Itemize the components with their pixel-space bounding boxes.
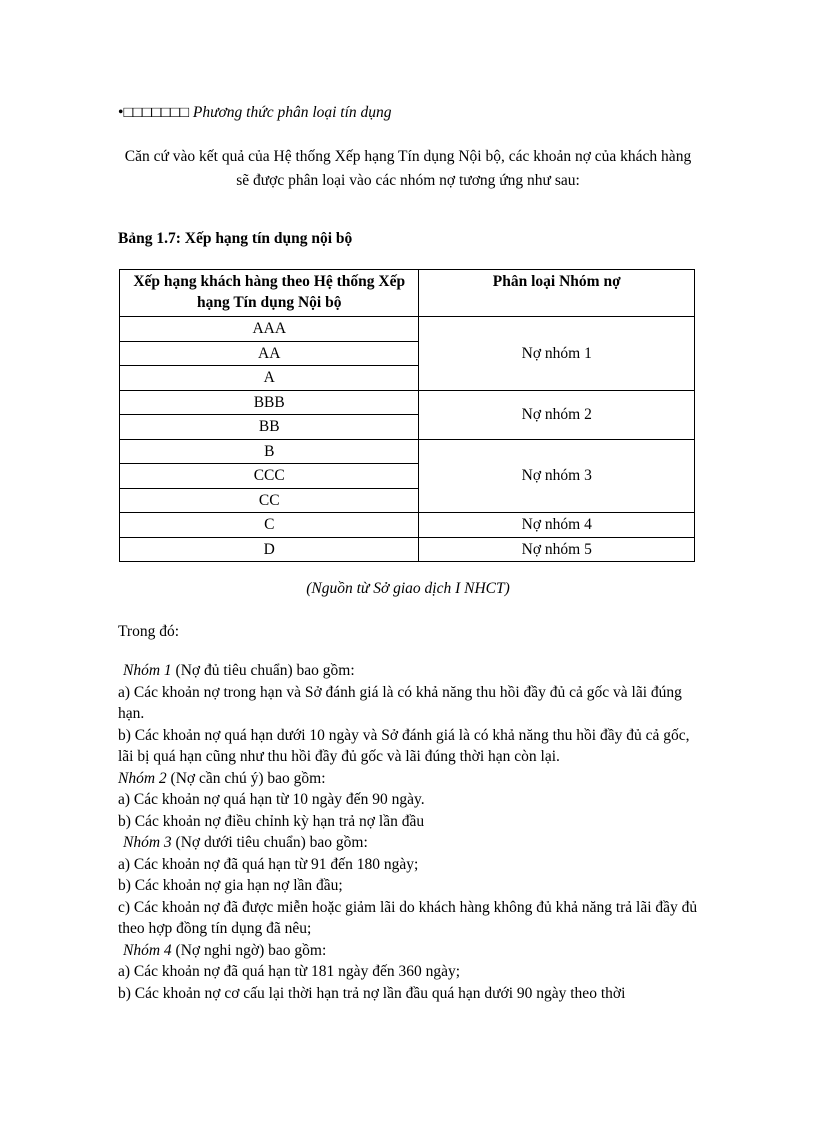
group-2-name: Nhóm 2: [118, 769, 167, 787]
rating-cell: BB: [120, 415, 419, 440]
header-rating: Xếp hạng khách hàng theo Hệ thống Xếp hạng Tín dụng Nội bộ: [120, 270, 419, 317]
group-3-heading: [118, 832, 703, 854]
group-4-heading: [118, 940, 703, 962]
group-cell: Nợ nhóm 4: [419, 513, 695, 538]
credit-rating-table: [119, 269, 695, 562]
group-2-heading: [118, 768, 703, 790]
intro-paragraph: Căn cứ vào kết quả của Hệ thống Xếp hạng Tín dụng Nội bộ, các khoản nợ của khách hàng sẽ được phân loại vào các nhóm nợ tương ứng như sau:: [124, 148, 692, 189]
rating-cell: CCC: [120, 464, 419, 489]
group-2-item-b: b) Các khoản nợ điều chỉnh kỳ hạn trả nợ lần đầu: [118, 812, 425, 830]
table-row: [120, 439, 695, 464]
group-4-desc: (Nợ nghi ngờ) bao gồm:: [171, 941, 327, 959]
table-source-note: (Nguồn từ Sở giao dịch I NHCT): [306, 580, 510, 597]
group-1-item-b: b) Các khoản nợ quá hạn dưới 10 ngày và Sở đánh giá là có khả năng thu hồi đầy đủ cả gốc, lãi bị quá hạn cũng như thu hồi đầy đủ gốc và lãi đúng thời hạn còn lại.: [118, 726, 690, 765]
table-header-row: [120, 270, 695, 317]
header-debt-group: Phân loại Nhóm nợ: [419, 270, 695, 317]
group-cell: Nợ nhóm 5: [419, 537, 695, 562]
bullet-icon: •: [118, 104, 124, 121]
rating-cell: D: [120, 537, 419, 562]
missing-glyph-boxes: □□□□□□□: [123, 104, 189, 121]
debt-group-descriptions: [118, 660, 703, 1004]
rating-cell: B: [120, 439, 419, 464]
table-row: [120, 537, 695, 562]
group-3-item-b: b) Các khoản nợ gia hạn nợ lần đầu;: [118, 877, 343, 894]
rating-cell: AA: [120, 341, 419, 366]
group-1-name: Nhóm 1: [123, 662, 172, 679]
rating-cell: AAA: [120, 317, 419, 342]
rating-cell: A: [120, 366, 419, 391]
group-4-name: Nhóm 4: [123, 941, 172, 959]
group-1-heading: [118, 660, 703, 682]
table-row: [120, 317, 695, 342]
group-1-item-a: a) Các khoản nợ trong hạn và Sở đánh giá là có khả năng thu hồi đầy đủ cả gốc và lãi đúng hạn.: [118, 683, 682, 722]
trong-do-label: Trong đó:: [118, 623, 180, 640]
group-2-item-a: a) Các khoản nợ quá hạn từ 10 ngày đến 90 ngày.: [118, 791, 425, 808]
group-cell: Nợ nhóm 2: [419, 390, 695, 439]
group-3-desc: (Nợ dưới tiêu chuẩn) bao gồm:: [171, 834, 368, 851]
group-1-desc: (Nợ đủ tiêu chuẩn) bao gồm:: [171, 662, 355, 679]
group-cell: Nợ nhóm 3: [419, 439, 695, 513]
table-row: [120, 390, 695, 415]
rating-cell: BBB: [120, 390, 419, 415]
section-heading: [118, 104, 392, 122]
group-2-desc: (Nợ cần chú ý) bao gồm:: [166, 769, 326, 787]
rating-cell: CC: [120, 488, 419, 513]
group-3-name: Nhóm 3: [123, 834, 172, 851]
group-3-item-c: c) Các khoản nợ đã được miễn hoặc giảm lãi do khách hàng không đủ khả năng trả lãi đầy đủ theo hợp đồng tín dụng đã nêu;: [118, 898, 698, 937]
section-title: Phương thức phân loại tín dụng: [192, 104, 392, 121]
rating-cell: C: [120, 513, 419, 538]
group-4-item-a: a) Các khoản nợ đã quá hạn từ 181 ngày đến 360 ngày;: [118, 963, 461, 980]
group-4-item-b: b) Các khoản nợ cơ cấu lại thời hạn trả nợ lần đầu quá hạn dưới 90 ngày theo thời: [118, 984, 626, 1002]
group-3-item-a: a) Các khoản nợ đã quá hạn từ 91 đến 180 ngày;: [118, 855, 419, 873]
table-caption: Bảng 1.7: Xếp hạng tín dụng nội bộ: [118, 230, 353, 247]
table-row: [120, 513, 695, 538]
group-cell: Nợ nhóm 1: [419, 317, 695, 391]
